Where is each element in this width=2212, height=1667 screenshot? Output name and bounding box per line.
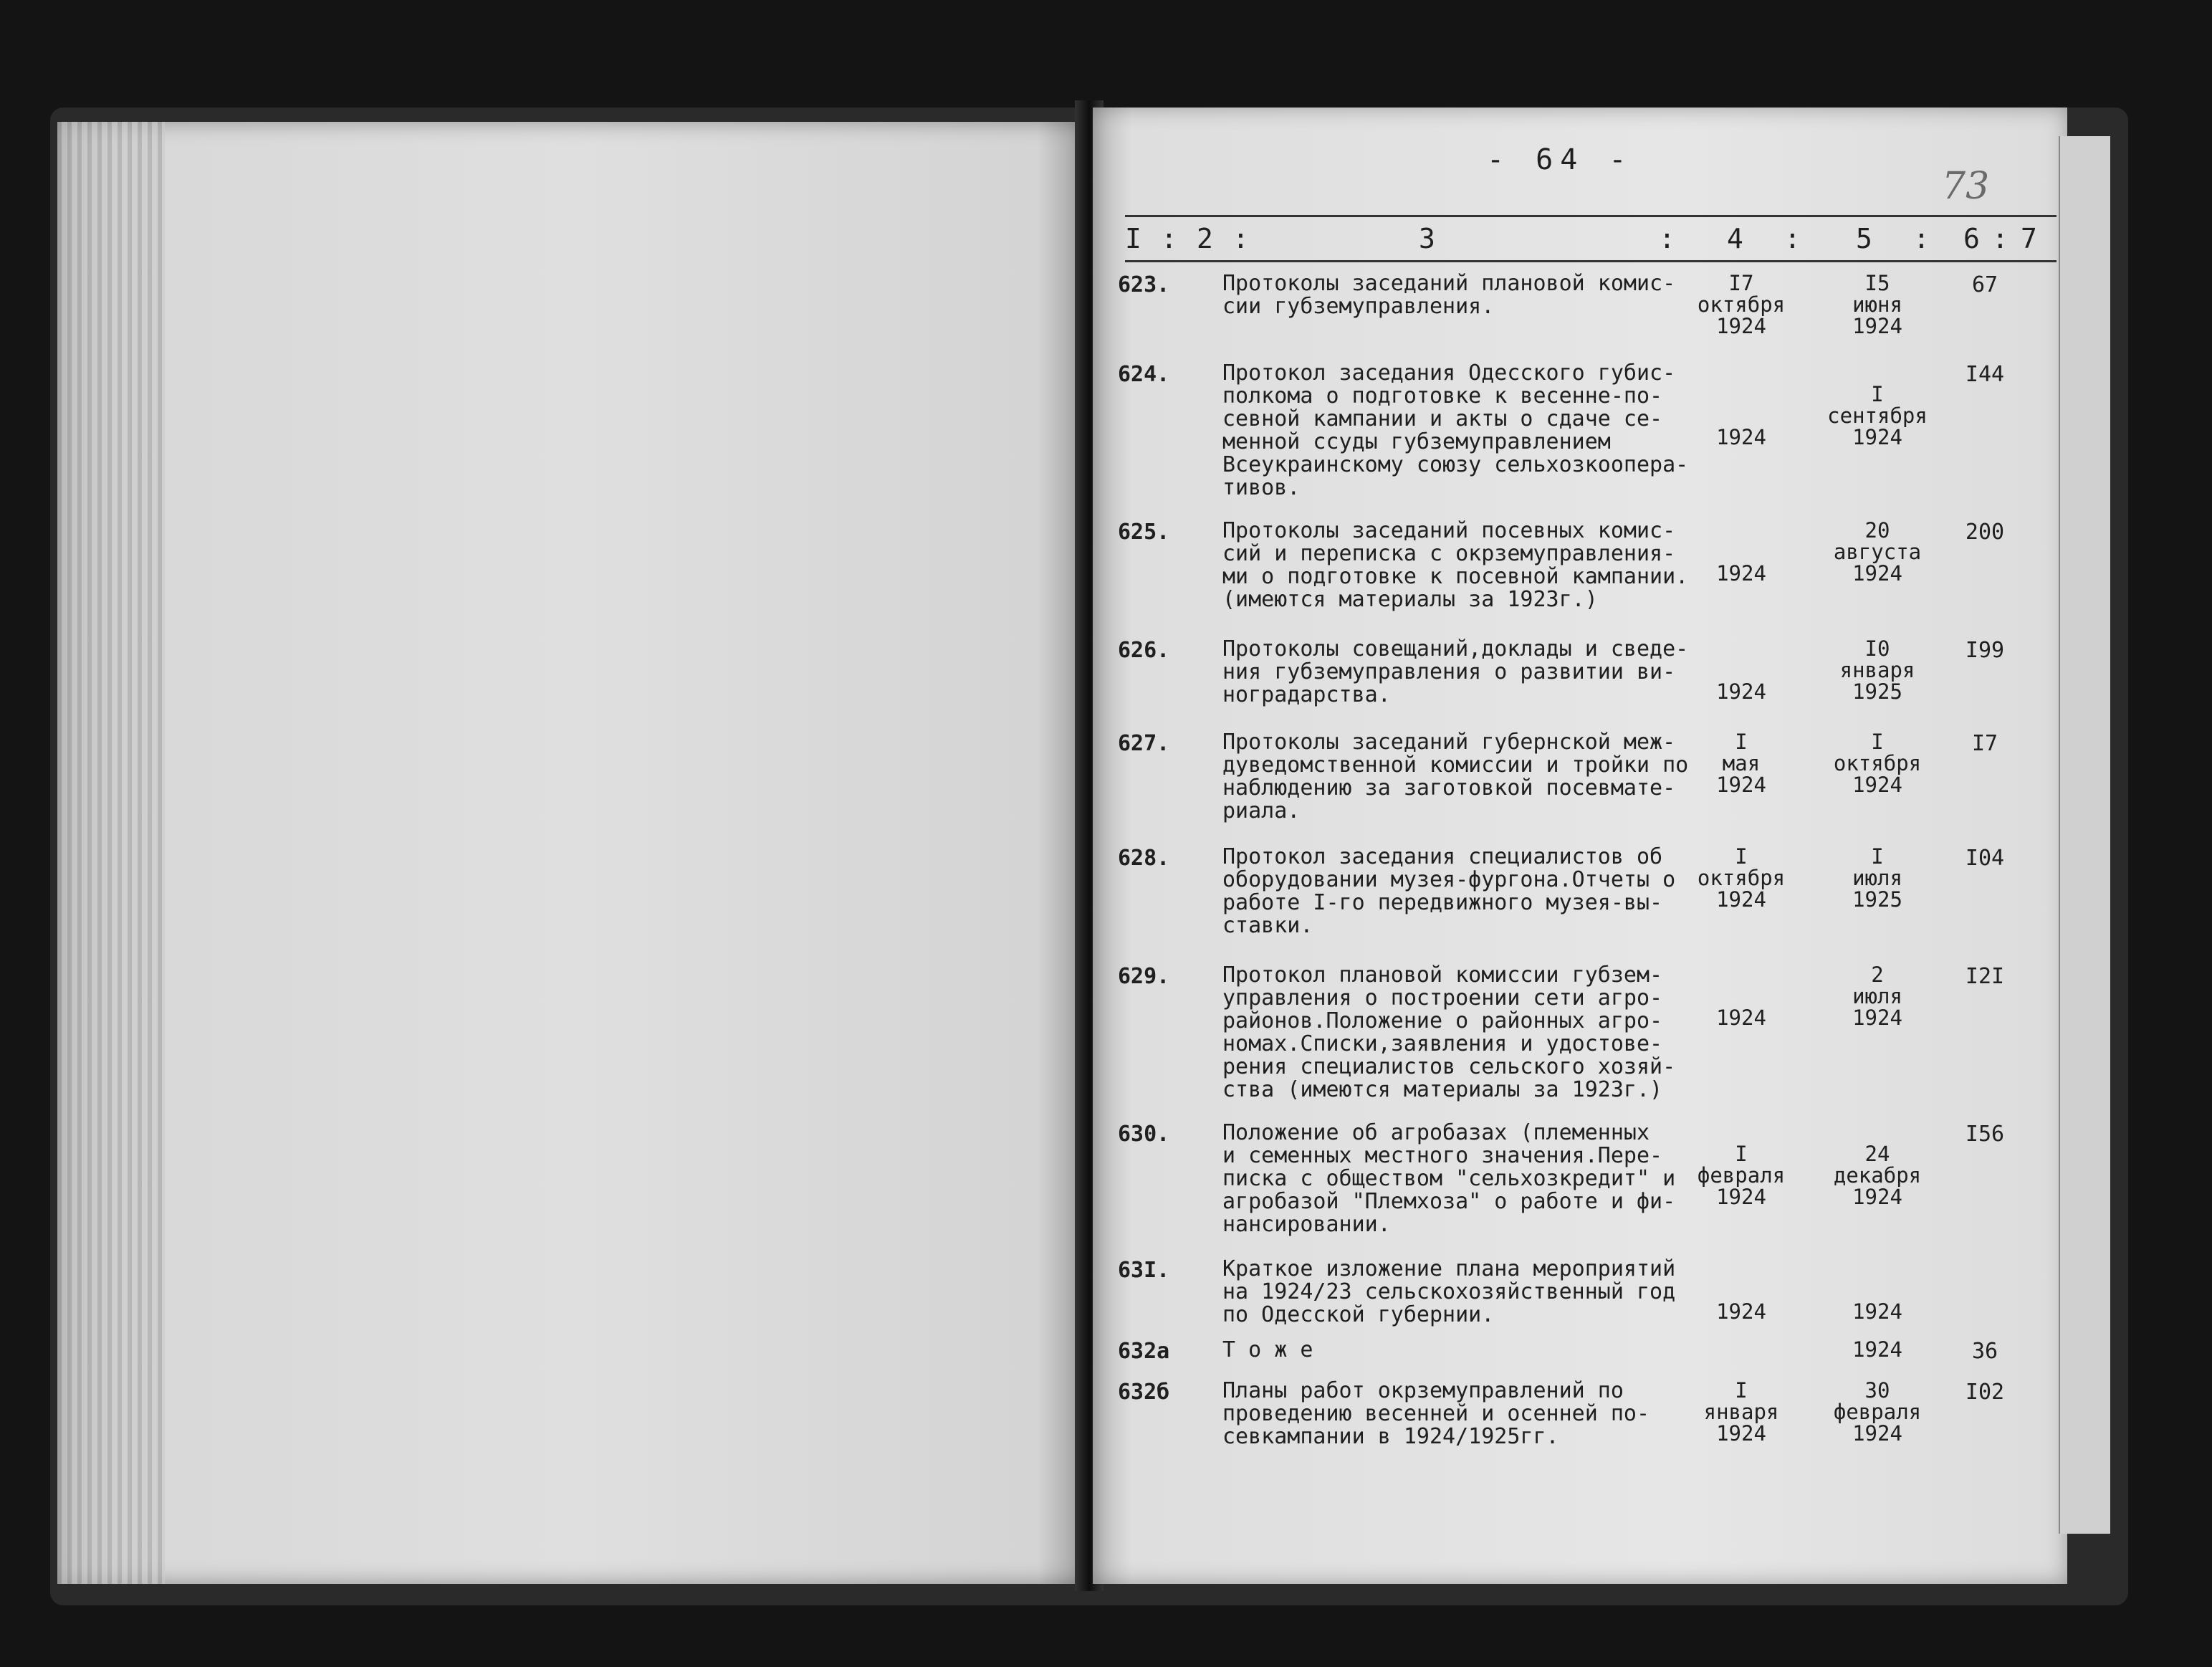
entry-end-date-line (1806, 1279, 1949, 1301)
entry-start-date (1684, 520, 1799, 584)
entry-end-date-line: октября (1833, 751, 1922, 775)
entry-sheet-count: I56 (1965, 1122, 2005, 1147)
entry-description-line: Т о ж е (1222, 1337, 1313, 1362)
col-header-sep: : (1913, 223, 1930, 254)
column-header-row (1125, 215, 2057, 262)
entry-description-line: проведению весенней и осенней по- (1222, 1401, 1650, 1426)
entry-start-date (1684, 1258, 1799, 1322)
col-header-sep: : (1784, 223, 1801, 254)
entry-number: 625. (1118, 520, 1170, 545)
entry-description-line: тивов. (1222, 475, 1301, 500)
col-header-1: I (1125, 223, 1141, 254)
entry-end-date-line: 1924 (1852, 1299, 1902, 1324)
entry-description-line: сий и переписка с окрземуправления- (1222, 541, 1676, 566)
entry-description-line: севной кампании и акты о сдаче се- (1222, 406, 1663, 431)
col-header-5: 5 (1856, 223, 1872, 254)
entry-end-date (1806, 520, 1949, 584)
col-header-sep: : (1659, 223, 1675, 254)
entry-number: 626. (1118, 638, 1170, 663)
entry-start-date-line (1684, 1279, 1799, 1301)
entry-sheet-count: I99 (1965, 638, 2005, 663)
entry-description-line: на 1924/23 сельскохозяйственный год (1222, 1279, 1676, 1304)
entry-end-date-line: августа (1833, 540, 1922, 564)
entry-start-date-line: октября (1697, 292, 1786, 317)
entry-description-line: Положение об агробазах (племенных (1222, 1120, 1650, 1145)
entry-sheet-count: 67 (1971, 272, 1998, 297)
entry-start-date-line: октября (1697, 866, 1786, 890)
entry-sheet-count: 200 (1965, 520, 2005, 545)
entry-start-date-line: I (1735, 1378, 1748, 1403)
col-header-7: 7 (2021, 223, 2037, 254)
entry-end-date-line: 1924 (1852, 1337, 1902, 1362)
entry-description-line: Протоколы заседаний посевных комис- (1222, 518, 1676, 543)
entry-start-date-line: 1924 (1716, 1006, 1766, 1030)
col-header-sep: : (1161, 223, 1177, 254)
entry-number: 632б (1118, 1380, 1170, 1405)
entry-end-date-line: 1924 (1852, 425, 1902, 449)
entry-description-line: ства (имеются материалы за 1923г.) (1222, 1077, 1663, 1102)
entry-description (1222, 846, 1681, 937)
entry-number: 624. (1118, 362, 1170, 387)
entry-end-date-line: 2 (1871, 963, 1884, 987)
entry-end-date (1806, 964, 1949, 1028)
entry-end-date (1806, 272, 1949, 337)
underlying-sheet (2059, 136, 2110, 1534)
entry-number: 628. (1118, 846, 1170, 871)
entry-description-line: агробазой "Племхоза" о работе и фи- (1222, 1189, 1676, 1214)
entry-description-line: Планы работ окрземуправлений по (1222, 1378, 1624, 1403)
entry-number: 63I. (1118, 1258, 1170, 1283)
entry-description-line: ния губземуправления о развитии ви- (1222, 659, 1676, 684)
entry-end-date-line (1806, 1258, 1949, 1279)
entry-sheet-count: I44 (1965, 362, 2005, 387)
entry-end-date-line: I (1871, 844, 1884, 869)
entry-description-line: Протокол заседания Одесского губис- (1222, 360, 1676, 386)
entry-description-line: Протокол заседания специалистов об (1222, 844, 1663, 869)
entry-start-date-line (1684, 985, 1799, 1007)
entry-start-date (1684, 964, 1799, 1028)
entry-description-line: севкампании в 1924/1925гг. (1222, 1424, 1559, 1449)
entry-description-line: работе I-го передвижного музея-вы- (1222, 890, 1663, 915)
entry-number: 629. (1118, 964, 1170, 989)
entry-start-date (1684, 638, 1799, 702)
col-header-3: 3 (1419, 223, 1435, 254)
entry-description-line: и семенных местного значения.Пере- (1222, 1143, 1663, 1168)
entry-start-date-line: января (1703, 1400, 1779, 1424)
entry-end-date-line: июня (1852, 292, 1902, 317)
entry-start-date-line (1684, 383, 1799, 405)
entry-start-date (1684, 1380, 1799, 1444)
entry-start-date-line: 1924 (1716, 1299, 1766, 1324)
entry-start-date-line (1684, 659, 1799, 681)
entry-end-date-line: февраля (1833, 1400, 1922, 1424)
entry-start-date-line: мая (1722, 751, 1761, 775)
entry-end-date-line: сентября (1827, 403, 1928, 428)
col-header-2: 2 (1197, 223, 1213, 254)
entry-description (1222, 518, 1689, 612)
entry-end-date-line: 1924 (1852, 1006, 1902, 1030)
entry-description-line: районов.Положение о районных агро- (1222, 1008, 1663, 1033)
entry-start-date (1684, 846, 1799, 910)
entry-end-date-line: 1924 (1852, 561, 1902, 586)
entry-sheet-count: I02 (1965, 1380, 2005, 1405)
col-header-6: 6 (1963, 223, 1980, 254)
entry-description-line: писка с обществом "сельхозкредит" и (1222, 1166, 1676, 1191)
entry-description (1222, 360, 1689, 500)
entry-end-date-line: 24 (1864, 1142, 1890, 1166)
entry-end-date-line: июля (1852, 866, 1902, 890)
entry-end-date-line: 1925 (1852, 887, 1902, 912)
entry-end-date-line: I0 (1864, 636, 1890, 661)
entry-end-date-line: 1924 (1852, 1185, 1902, 1209)
entry-start-date-line (1684, 1258, 1799, 1279)
entry-end-date (1806, 731, 1949, 796)
entry-start-date-line (1684, 541, 1799, 563)
entry-description (1222, 1339, 1681, 1362)
entry-end-date (1806, 638, 1949, 702)
entry-description (1222, 272, 1681, 318)
entry-end-date-line: 1925 (1852, 679, 1902, 704)
entry-description-line: риала. (1222, 798, 1301, 823)
entry-description-line: дуведомственной комиссии и тройки по (1222, 753, 1689, 778)
entry-description (1222, 730, 1689, 823)
handwritten-folio-number: 73 (1942, 165, 1990, 208)
entry-end-date (1806, 1258, 1949, 1322)
col-header-sep: : (1232, 223, 1249, 254)
entry-number: 627. (1118, 731, 1170, 756)
entry-description-line: полкома о подготовке к весенне-по- (1222, 383, 1663, 409)
entry-end-date-line: I5 (1864, 271, 1890, 295)
entry-start-date (1684, 1122, 1799, 1208)
entry-end-date-line: января (1839, 658, 1915, 682)
entry-end-date-line: I (1871, 382, 1884, 406)
entry-description-line: рения специалистов сельского хозяй- (1222, 1054, 1676, 1079)
page-stack-edge (57, 122, 165, 1584)
entry-start-date-line: 1924 (1716, 561, 1766, 586)
entry-start-date-line (1684, 362, 1799, 383)
entry-end-date-line: 20 (1864, 518, 1890, 543)
entry-sheet-count: I04 (1965, 846, 2005, 871)
entry-end-date (1806, 1339, 1949, 1360)
entry-start-date-line (1684, 638, 1799, 659)
entry-start-date-line: февраля (1697, 1163, 1786, 1188)
entry-description-line: менной ссуды губземуправлением (1222, 429, 1611, 454)
entry-description-line: Протоколы заседаний губернской меж- (1222, 730, 1676, 755)
entry-end-date-line: I (1871, 730, 1884, 754)
entry-description (1222, 1258, 1681, 1327)
entry-description-line: по Одесской губернии. (1222, 1302, 1495, 1327)
entry-start-date-line: 1924 (1716, 425, 1766, 449)
entry-start-date-line: 1924 (1716, 1185, 1766, 1209)
entry-end-date-line (1806, 362, 1949, 383)
entry-description (1222, 964, 1681, 1102)
entry-description-line: нансировании. (1222, 1212, 1391, 1237)
entry-start-date (1684, 272, 1799, 337)
entry-end-date-line: 1924 (1852, 773, 1902, 797)
entry-start-date (1684, 731, 1799, 796)
entry-sheet-count: 36 (1971, 1339, 1998, 1364)
entry-end-date (1806, 362, 1949, 448)
entry-end-date-line: 1924 (1852, 1421, 1902, 1446)
entry-description-line: Протокол плановой комиссии губзем- (1222, 963, 1663, 988)
entry-start-date-line: 1924 (1716, 679, 1766, 704)
entry-start-date-line: I7 (1728, 271, 1754, 295)
entry-sheet-count: I7 (1971, 731, 1998, 756)
entry-description-line: оборудовании музея-фургона.Отчеты о (1222, 867, 1676, 892)
entry-description-line: ноградарства. (1222, 682, 1391, 707)
entry-start-date-line (1684, 520, 1799, 541)
entry-start-date-line: I (1735, 844, 1748, 869)
entry-description (1222, 1380, 1681, 1448)
entry-description-line: (имеются материалы за 1923г.) (1222, 587, 1598, 612)
entry-start-date-line (1684, 964, 1799, 985)
page-number: - 64 - (1487, 143, 1634, 176)
entry-number: 632а (1118, 1339, 1170, 1364)
entry-end-date (1806, 846, 1949, 910)
entry-end-date-line: 1924 (1852, 314, 1902, 338)
entry-start-date-line: 1924 (1716, 1421, 1766, 1446)
entry-start-date-line: 1924 (1716, 773, 1766, 797)
entry-start-date (1684, 362, 1799, 448)
entry-number: 630. (1118, 1122, 1170, 1147)
left-page (57, 122, 1089, 1584)
entry-description-line: номах.Списки,заявления и удостове- (1222, 1031, 1663, 1056)
entry-end-date-line: июля (1852, 984, 1902, 1008)
entry-description (1222, 1122, 1681, 1236)
entry-end-date-line: декабря (1833, 1163, 1922, 1188)
entry-number: 623. (1118, 272, 1170, 297)
entry-description-line: Краткое изложение плана мероприятий (1222, 1256, 1676, 1281)
entry-start-date-line: I (1735, 730, 1748, 754)
entry-sheet-count: I2I (1965, 964, 2005, 989)
entry-end-date-line (1806, 1122, 1949, 1143)
entry-start-date-line: I (1735, 1142, 1748, 1166)
col-header-sep: : (1992, 223, 2008, 254)
entry-description-line: ми о подготовке к посевной кампании. (1222, 564, 1689, 589)
col-header-4: 4 (1727, 223, 1743, 254)
entry-start-date-line (1684, 1122, 1799, 1143)
entry-start-date-line: 1924 (1716, 887, 1766, 912)
entry-description-line: Протоколы заседаний плановой комис- (1222, 271, 1676, 296)
entry-description-line: Протоколы совещаний,доклады и сведе- (1222, 636, 1689, 661)
entry-end-date (1806, 1380, 1949, 1444)
entry-description (1222, 636, 1689, 707)
entry-description-line: ставки. (1222, 913, 1313, 938)
entry-start-date-line: 1924 (1716, 314, 1766, 338)
entry-description-line: управления о построении сети агро- (1222, 985, 1663, 1011)
entry-description-line: Всеукраинскому союзу сельхозкоопера- (1222, 452, 1689, 477)
entry-description-line: сии губземуправления. (1222, 294, 1495, 319)
entry-end-date (1806, 1122, 1949, 1208)
entry-description-line: наблюдению за заготовкой посевмате- (1222, 775, 1676, 801)
entry-start-date-line (1684, 405, 1799, 426)
entry-end-date-line: 30 (1864, 1378, 1890, 1403)
